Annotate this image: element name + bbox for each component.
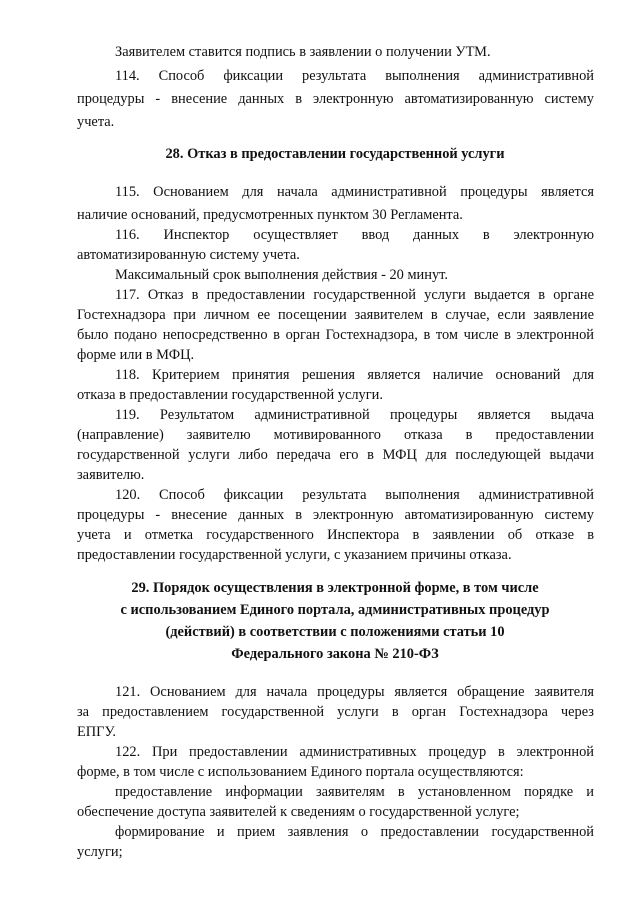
text-line: отказа в предоставлении государственной услуги. [77,387,383,403]
text-line: обеспечение доступа заявителей к сведениям о государственной услуге; [77,804,520,820]
section-heading-29: с использованием Единого портала, административных процедур [120,602,550,618]
text-line: (направление) заявителю мотивированного отказа в предоставлении [77,427,594,443]
text-line: государственной услуги либо передача его в МФЦ для последующей выдачи [77,447,594,463]
text-line: Заявителем ставится подпись в заявлении о получении УТМ. [115,44,491,60]
text-line: форме или в МФЦ. [77,347,195,363]
text-line: предоставлении государственной услуги, с указанием причины отказа. [77,547,512,563]
text-line: формирование и прием заявления о предоставлении государственной [115,824,594,840]
text-line: процедуры - внесение данных в электронную автоматизированную систему [77,507,594,523]
section-heading-29: (действий) в соответствии с положениями статьи 10 [165,624,505,640]
text-line: учета. [77,114,115,130]
text-line: 118. Критерием принятия решения является наличие оснований для [115,367,594,383]
text-line: было подано непосредственно в орган Гостехнадзора, в том числе в электронной [77,327,594,343]
text-line: предоставление информации заявителям в установленном порядке и [115,784,594,800]
text-line: процедуры - внесение данных в электронную автоматизированную систему [77,91,594,107]
text-line: форме, в том числе с использованием Единого портала осуществляются: [77,764,524,780]
text-line: 116. Инспектор осуществляет ввод данных в электронную [115,227,594,243]
text-line: 115. Основанием для начала административной процедуры является [115,184,594,200]
text-line: 122. При предоставлении административных процедур в электронной [115,744,594,760]
section-heading-28: 28. Отказ в предоставлении государственной услуги [165,146,505,162]
text-line: автоматизированную систему учета. [77,247,300,263]
section-heading-29: Федерального закона № 210-ФЗ [231,646,439,662]
text-line: ЕПГУ. [77,724,116,740]
text-line: наличие оснований, предусмотренных пунктом 30 Регламента. [77,207,463,223]
text-line: 120. Способ фиксации результата выполнения административной [115,487,594,503]
text-line: заявителю. [77,467,145,483]
text-line: 117. Отказ в предоставлении государственной услуги выдается в органе [115,287,594,303]
text-line: учета и отметка государственного Инспектора в заявлении об отказе в [77,527,594,543]
text-line: услуги; [77,844,123,860]
text-line: 121. Основанием для начала процедуры является обращение заявителя [115,684,594,700]
text-line: Максимальный срок выполнения действия - 20 минут. [115,267,448,283]
text-line: Гостехнадзора при личном ее посещении заявителем в случае, если заявление [77,307,594,323]
text-line: 119. Результатом административной процедуры является выдача [115,407,594,423]
section-heading-29: 29. Порядок осуществления в электронной форме, в том числе [131,580,539,596]
text-line: за предоставлением государственной услуги в орган Гостехнадзора через [77,704,594,720]
text-line: 114. Способ фиксации результата выполнения административной [115,68,594,84]
